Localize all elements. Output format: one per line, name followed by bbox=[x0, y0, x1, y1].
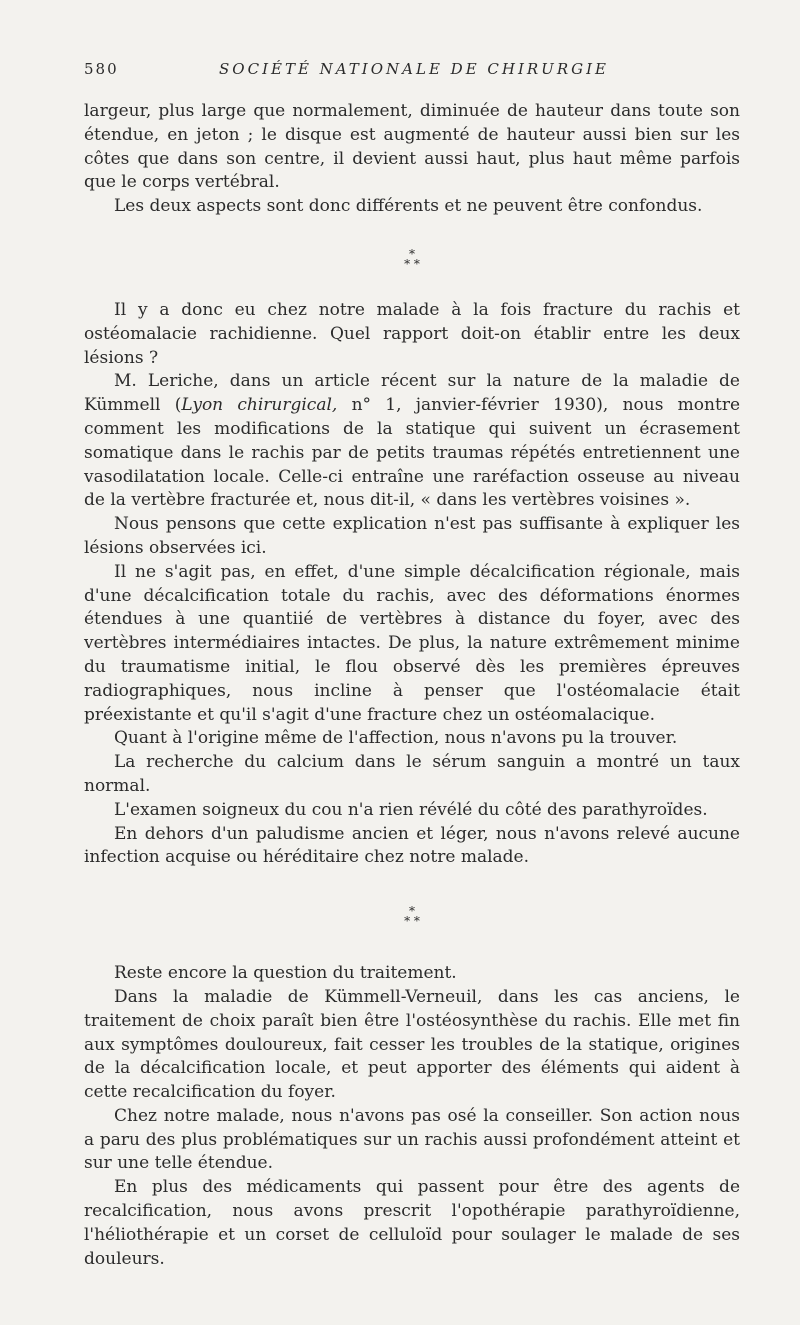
paragraph: L'examen soigneux du cou n'a rien révélé du côté des parathyroïdes. bbox=[114, 799, 708, 820]
page-number: 580 bbox=[84, 60, 119, 78]
paragraph: La recherche du calcium dans le sérum sanguin a montré un taux normal. bbox=[84, 752, 740, 796]
paragraph bbox=[84, 370, 740, 513]
asterism-top: * bbox=[409, 246, 415, 261]
asterism-bottom: * * bbox=[404, 256, 420, 271]
paragraph: Il y a donc eu chez notre malade à la fois fracture du rachis et ostéomalacie rachidienne. Quel rapport doit-on établir entre les deux lésions ? bbox=[84, 299, 740, 368]
paragraph: Quant à l'origine même de l'affection, nous n'avons pu la trouver. bbox=[114, 728, 678, 749]
paragraph-text: M. Leriche, dans un article récent sur la nature de la maladie de Kümmell ( bbox=[84, 371, 740, 416]
paragraph: En plus des médicaments qui passent pour être des agents de recalcification, nous avons prescrit l'opothérapie parathyroïdienne, l'héliothérapie et un corset de celluloïd pour soulager le malade de ses douleurs. bbox=[84, 1177, 740, 1269]
paragraph: En dehors d'un paludisme ancien et léger, nous n'avons relevé aucune infection acquise ou héréditaire chez notre malade. bbox=[84, 823, 740, 868]
section-asterism bbox=[84, 246, 740, 271]
paragraph: Les deux aspects sont donc différents et ne peuvent être confondus. bbox=[114, 196, 703, 217]
paragraph: Dans la maladie de Kümmell-Verneuil, dans les cas anciens, le traitement de choix paraît bien être l'ostéosynthèse du rachis. Elle met fin aux symptômes douloureux, fait cesser les troubles de la statique, origines de la décalcification locale, et peut apporter des éléments qui aident à cette recalcification du foyer. bbox=[84, 986, 740, 1103]
paragraph-text: n° 1, janvier-février 1930), nous montre comment les modifications de la statique qui suivent un écrasement somatique dans le rachis par de petits traumas répétés entretiennent une vasodilatation locale. Celle-ci entraîne une raréfaction osseuse au niveau de la vertèbre fracturée et, nous dit-il, « dans les vertèbres voisines ». bbox=[84, 395, 741, 511]
paragraph-continuation: largeur, plus large que normalement, diminuée de hauteur dans toute son étendue, en jeton ; le disque est augmenté de hauteur aussi bien sur les côtes que dans son centre, il devient aussi haut, plus haut même parfois que le corps vertébral. bbox=[84, 101, 740, 193]
paragraph: Il ne s'agit pas, en effet, d'une simple décalcification régionale, mais d'une décalcification totale du rachis, avec des déformations énormes étendues à une quantiié de vertèbres à distance du foyer, avec des vertèbres intermédiaires intactes. De plus, la nature extrêmement minime du traumatisme initial, le flou observé dès les premières épreuves radiographiques, nous incline à penser que l'ostéomalacie était préexistante et qu'il s'agit d'une fracture chez un ostéomalacique. bbox=[84, 561, 740, 725]
asterism-bottom: * * bbox=[404, 914, 420, 929]
paragraph: Nous pensons que cette explication n'est pas suffisante à expliquer les lésions observées ici. bbox=[84, 514, 740, 558]
running-title: SOCIÉTÉ NATIONALE DE CHIRURGIE bbox=[219, 60, 609, 78]
body-text bbox=[84, 100, 740, 1271]
journal-title: Lyon chirurgical, bbox=[181, 395, 338, 416]
paragraph: Chez notre malade, nous n'avons pas osé la conseiller. Son action nous a paru des plus problématiques sur un rachis aussi profondément atteint et sur une telle étendue. bbox=[84, 1105, 740, 1174]
asterism-top: * bbox=[409, 904, 415, 919]
page-header bbox=[84, 60, 744, 84]
paragraph: Reste encore la question du traitement. bbox=[114, 963, 457, 984]
section-asterism bbox=[84, 904, 740, 929]
